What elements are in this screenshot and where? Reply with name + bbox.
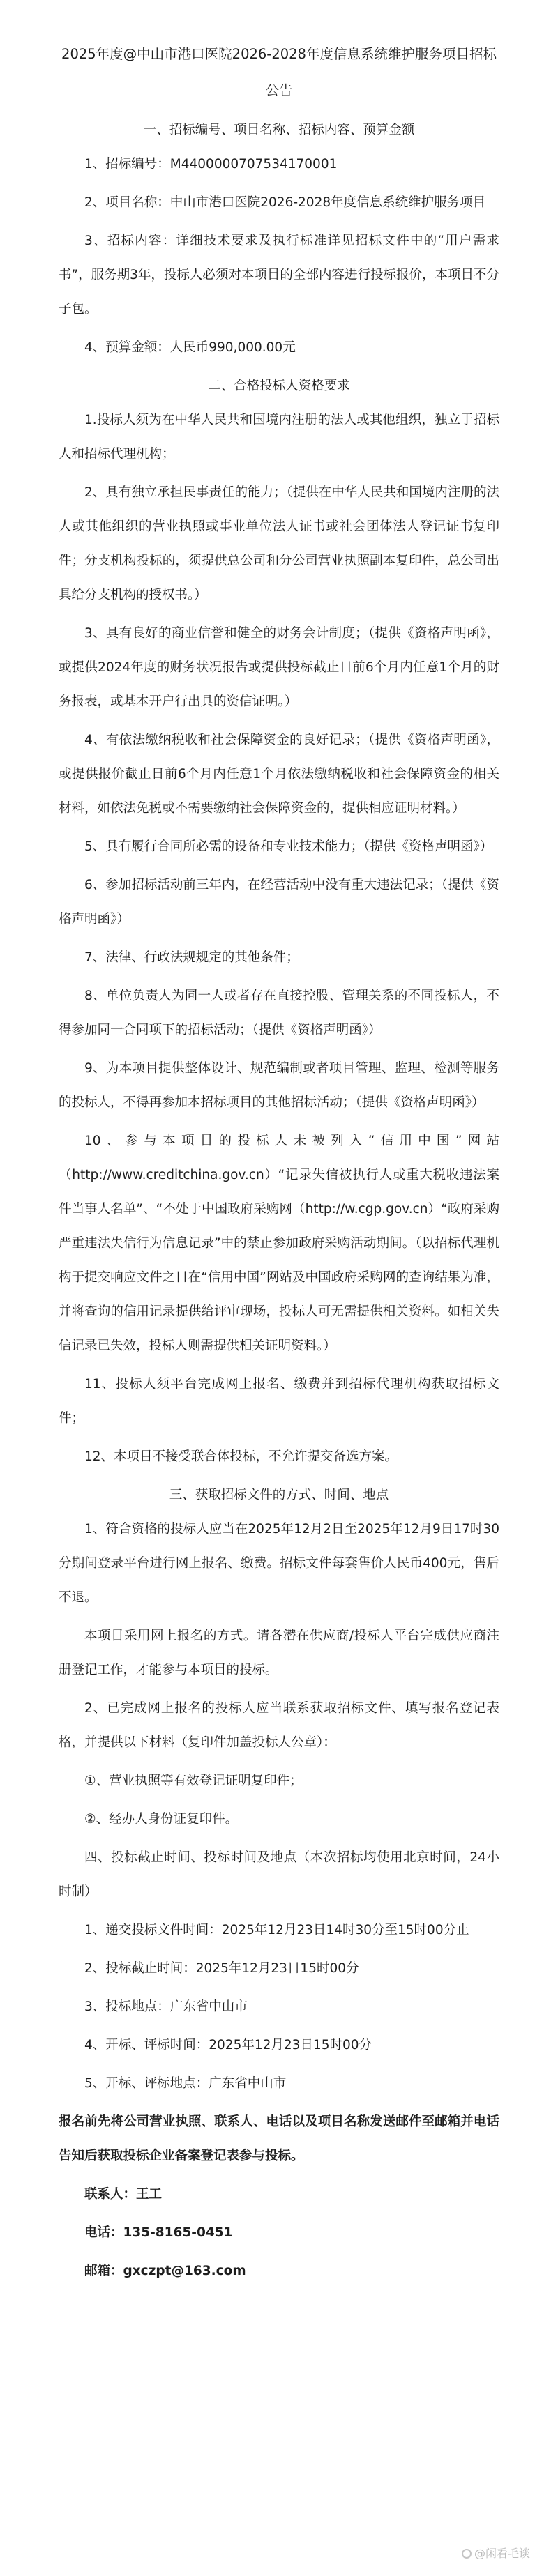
- paragraph: 8、单位负责人为同一人或者存在直接控股、管理关系的不同投标人，不得参加同一合同项下的招标活动；（提供《资格声明函》）: [59, 989, 499, 1037]
- section-heading: 二、合格投标人资格要求: [208, 379, 350, 393]
- paragraph: 10、参与本项目的投标人未被列入“信用中国”网站（http://www.creditchina.gov.cn）“记录失信被执行人或重大税收违法案件当事人名单”、“不处于中国政府采购网（http://w.cgp.gov.cn）“政府采购严重违法失信行为信息记录”中的禁止参加政府采购活动期间。（以招标代理机构于提交响应文件之日在“信用中国”网站及中国政府采购网的查询结果为准，并将查询的信用记录提供给评审现场，投标人可无需提供相关资料。如相关失信记录已失效，投标人则需提供相关证明资料。）: [59, 1134, 499, 1353]
- paragraph: 12、本项目不接受联合体投标，不允许提交备选方案。: [84, 1449, 398, 1464]
- paragraph: 9、为本项目提供整体设计、规范编制或者项目管理、监理、检测等服务的投标人，不得再参加本招标项目的其他招标活动；（提供《资格声明函》）: [59, 1061, 499, 1110]
- paragraph: 3、投标地点：广东省中山市: [84, 1999, 248, 2014]
- watermark-text: @闲看毛谈: [474, 2547, 530, 2560]
- contact-line: 联系人：王工: [84, 2187, 163, 2202]
- paragraph: 4、开标、评标时间：2025年12月23日15时00分: [84, 2038, 372, 2052]
- paragraph: 2、项目名称：中山市港口医院2026-2028年度信息系统维护服务项目: [84, 195, 486, 210]
- contact-line: 邮箱：gxczpt@163.com: [84, 2264, 246, 2278]
- paragraph: 4、有依法缴纳税收和社会保障资金的良好记录；（提供《资格声明函》，或提供报价截止日前6个月内任意1个月依法缴纳税收和社会保障资金的相关材料，如依法免税或不需要缴纳社会保障资金的，提供相应证明材料。）: [59, 733, 499, 816]
- paragraph: 1、符合资格的投标人应当在2025年12月2日至2025年12月9日17时30分期间登录平台进行网上报名、缴费。招标文件每套售价人民币400元，售后不退。: [59, 1522, 499, 1605]
- document-title: 2025年度@中山市港口医院2026-2028年度信息系统维护服务项目招标公告: [61, 46, 497, 98]
- paragraph: 本项目采用网上报名的方式。请各潜在供应商/投标人平台完成供应商注册登记工作，才能参与本项目的投标。: [59, 1629, 499, 1677]
- paragraph: ②、经办人身份证复印件。: [84, 1812, 239, 1827]
- paragraph: 11、投标人须平台完成网上报名、缴费并到招标代理机构获取招标文件；: [59, 1377, 499, 1426]
- paragraph: 3、具有良好的商业信誉和健全的财务会计制度；（提供《资格声明函》，或提供2024年度的财务状况报告或提供投标截止日前6个月内任意1个月的财务报表，或基本开户行出具的资信证明。）: [59, 626, 499, 709]
- section-heading: 三、获取招标文件的方式、时间、地点: [169, 1488, 389, 1502]
- paragraph: ①、营业执照等有效登记证明复印件；: [84, 1774, 303, 1788]
- paragraph: 1、递交投标文件时间：2025年12月23日14时30分至15时00分止: [84, 1923, 469, 1937]
- paragraph: 1、招标编号：M4400000707534170001: [84, 157, 338, 172]
- document-body: [59, 113, 499, 2288]
- weibo-icon: [462, 2549, 472, 2559]
- contact-line: 电话：135-8165-0451: [84, 2225, 233, 2240]
- paragraph: 3、招标内容：详细技术要求及执行标准详见招标文件中的“用户需求书”，服务期3年，投标人必须对本项目的全部内容进行投标报价，本项目不分子包。: [59, 234, 499, 317]
- paragraph: 7、法律、行政法规规定的其他条件；: [84, 950, 299, 965]
- watermark: [462, 2547, 530, 2561]
- paragraph: 5、开标、评标地点：广东省中山市: [84, 2076, 287, 2091]
- section-heading: 一、招标编号、项目名称、招标内容、预算金额: [143, 123, 415, 137]
- paragraph: 2、已完成网上报名的投标人应当联系获取招标文件、填写报名登记表格，并提供以下材料（复印件加盖投标人公章）：: [59, 1701, 499, 1750]
- contact-notice: 报名前先将公司营业执照、联系人、电话以及项目名称发送邮件至邮箱并电话告知后获取投标企业备案登记表参与投标。: [59, 2114, 499, 2163]
- paragraph: 2、具有独立承担民事责任的能力；（提供在中华人民共和国境内注册的法人或其他组织的营业执照或事业单位法人证书或社会团体法人登记证书复印件；分支机构投标的，须提供总公司和分公司营业执照副本复印件，总公司出具给分支机构的授权书。）: [59, 485, 499, 602]
- paragraph: 四、投标截止时间、投标时间及地点（本次招标均使用北京时间，24小时制）: [59, 1850, 499, 1899]
- paragraph: 2、投标截止时间：2025年12月23日15时00分: [84, 1961, 359, 1976]
- paragraph: 4、预算金额：人民币990,000.00元: [84, 340, 296, 355]
- paragraph: 5、具有履行合同所必需的设备和专业技术能力；（提供《资格声明函》）: [84, 839, 493, 854]
- paragraph: 6、参加招标活动前三年内，在经营活动中没有重大违法记录；（提供《资格声明函》）: [59, 878, 499, 927]
- paragraph: 1.投标人须为在中华人民共和国境内注册的法人或其他组织，独立于招标人和招标代理机构；: [59, 413, 499, 462]
